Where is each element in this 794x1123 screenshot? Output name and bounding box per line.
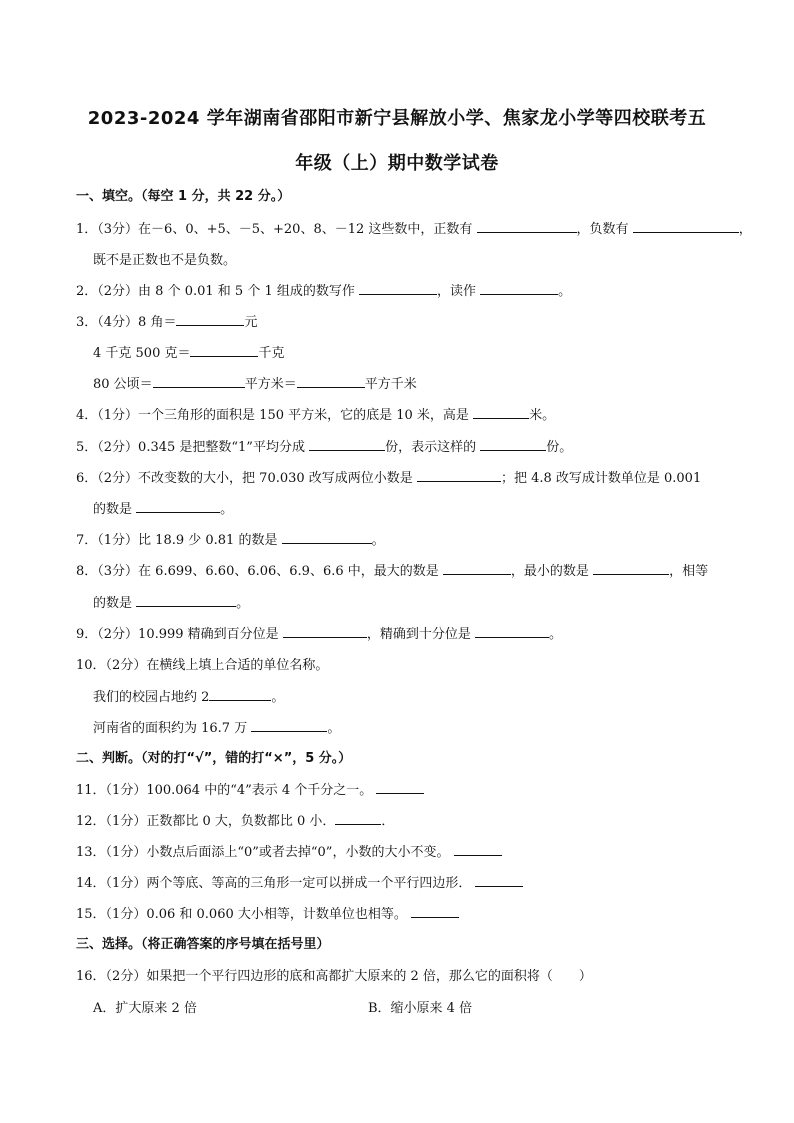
question-10: 10．（2分）在横线上填上合适的单位名称。 xyxy=(76,658,329,673)
question-6-cont: 的数是 。 xyxy=(93,502,234,517)
question-3-line3: 80 公顷＝ 平方米＝ 平方千米 xyxy=(93,377,417,392)
answer-blank[interactable] xyxy=(454,843,502,856)
answer-blank[interactable] xyxy=(153,375,245,388)
question-12: 12．（1分）正数都比 0 大，负数都比 0 小． ． xyxy=(76,814,395,829)
question-10-line3: 河南省的面积约为 16.7 万 。 xyxy=(93,721,341,736)
exam-title-line1: 2023-2024 学年湖南省邵阳市新宁县解放小学、焦家龙小学等四校联考五 xyxy=(87,108,707,129)
answer-blank[interactable] xyxy=(376,781,424,794)
question-10-line2: 我们的校园占地约 2 。 xyxy=(93,690,285,705)
question-14: 14．（1分）两个等底、等高的三角形一定可以拼成一个平行四边形． xyxy=(76,872,523,891)
question-7: 7．（1分）比 18.9 少 0.81 的数是 。 xyxy=(76,533,385,548)
answer-blank[interactable] xyxy=(251,719,327,732)
section-heading-judge: 二、判断。（对的打“√”，错的打“×”，5 分。） xyxy=(76,751,352,766)
question-16: 16．（2分）如果把一个平行四边形的底和高都扩大原来的 2 倍，那么它的面积将（ ） xyxy=(76,969,592,984)
question-1-cont: 既不是正数也不是负数。 xyxy=(93,253,237,268)
exam-title-line2: 年级（上）期中数学试卷 xyxy=(295,153,499,174)
answer-blank[interactable] xyxy=(411,905,459,918)
option-a[interactable]: A．扩大原来 2 倍 xyxy=(93,1001,197,1016)
answer-blank[interactable] xyxy=(477,220,577,233)
question-8-cont: 的数是 。 xyxy=(93,596,250,611)
answer-blank[interactable] xyxy=(473,406,529,419)
question-6: 6．（2分）不改变数的大小，把 70.030 改写成两位小数是 ；把 4.8 改写成计数单位是 0.001 xyxy=(76,471,702,486)
answer-blank[interactable] xyxy=(475,625,549,638)
answer-blank[interactable] xyxy=(335,812,381,825)
answer-blank[interactable] xyxy=(176,313,244,326)
answer-blank[interactable] xyxy=(475,874,523,887)
question-9: 9．（2分）10.999 精确到百分位是 ，精确到十分位是 。 xyxy=(76,627,562,642)
question-15: 15．（1分）0.06 和 0.060 大小相等，计数单位也相等。 xyxy=(76,903,459,922)
answer-blank[interactable] xyxy=(633,220,739,233)
question-5: 5．（2分）0.345 是把整数“1”平均分成 份，表示这样的 份。 xyxy=(76,440,573,455)
question-2: 2．（2分）由 8 个 0.01 和 5 个 1 组成的数写作 ，读作 。 xyxy=(76,284,572,299)
question-4: 4．（1分）一个三角形的面积是 150 平方米，它的底是 10 米，高是 米。 xyxy=(76,408,556,423)
answer-blank[interactable] xyxy=(309,438,385,451)
question-3-line2: 4 千克 500 克＝ 千克 xyxy=(93,346,285,361)
question-1: 1．（3分）在－6、0、+5、－5、+20、8、－12 这些数中，正数有 ，负数有 ， xyxy=(76,222,752,237)
answer-blank[interactable] xyxy=(282,531,372,544)
question-3: 3．（4分）8 角＝ 元 xyxy=(76,315,258,330)
answer-blank[interactable] xyxy=(443,562,511,575)
answer-blank[interactable] xyxy=(136,500,220,513)
question-13: 13．（1分）小数点后面添上“0”或者去掉“0”，小数的大小不变。 xyxy=(76,841,502,860)
question-11: 11．（1分）100.064 中的“4”表示 4 个千分之一。 xyxy=(76,779,424,798)
answer-blank[interactable] xyxy=(283,625,367,638)
answer-blank[interactable] xyxy=(480,282,558,295)
option-b[interactable]: B．缩小原来 4 倍 xyxy=(368,1001,473,1016)
question-8: 8．（3分）在 6.699、6.60、6.06、6.9、6.6 中，最大的数是 ，最小的数是 ，相等 xyxy=(76,564,709,579)
section-heading-choice: 三、选择。（将正确答案的序号填在括号里） xyxy=(76,937,330,952)
answer-blank[interactable] xyxy=(297,375,365,388)
answer-blank[interactable] xyxy=(209,688,271,701)
answer-blank[interactable] xyxy=(417,469,501,482)
answer-blank[interactable] xyxy=(359,282,437,295)
answer-blank[interactable] xyxy=(190,344,258,357)
answer-blank[interactable] xyxy=(593,562,669,575)
section-heading-fill: 一、填空。（每空 1 分，共 22 分。） xyxy=(76,189,291,204)
answer-blank[interactable] xyxy=(136,594,236,607)
answer-blank[interactable] xyxy=(480,438,546,451)
